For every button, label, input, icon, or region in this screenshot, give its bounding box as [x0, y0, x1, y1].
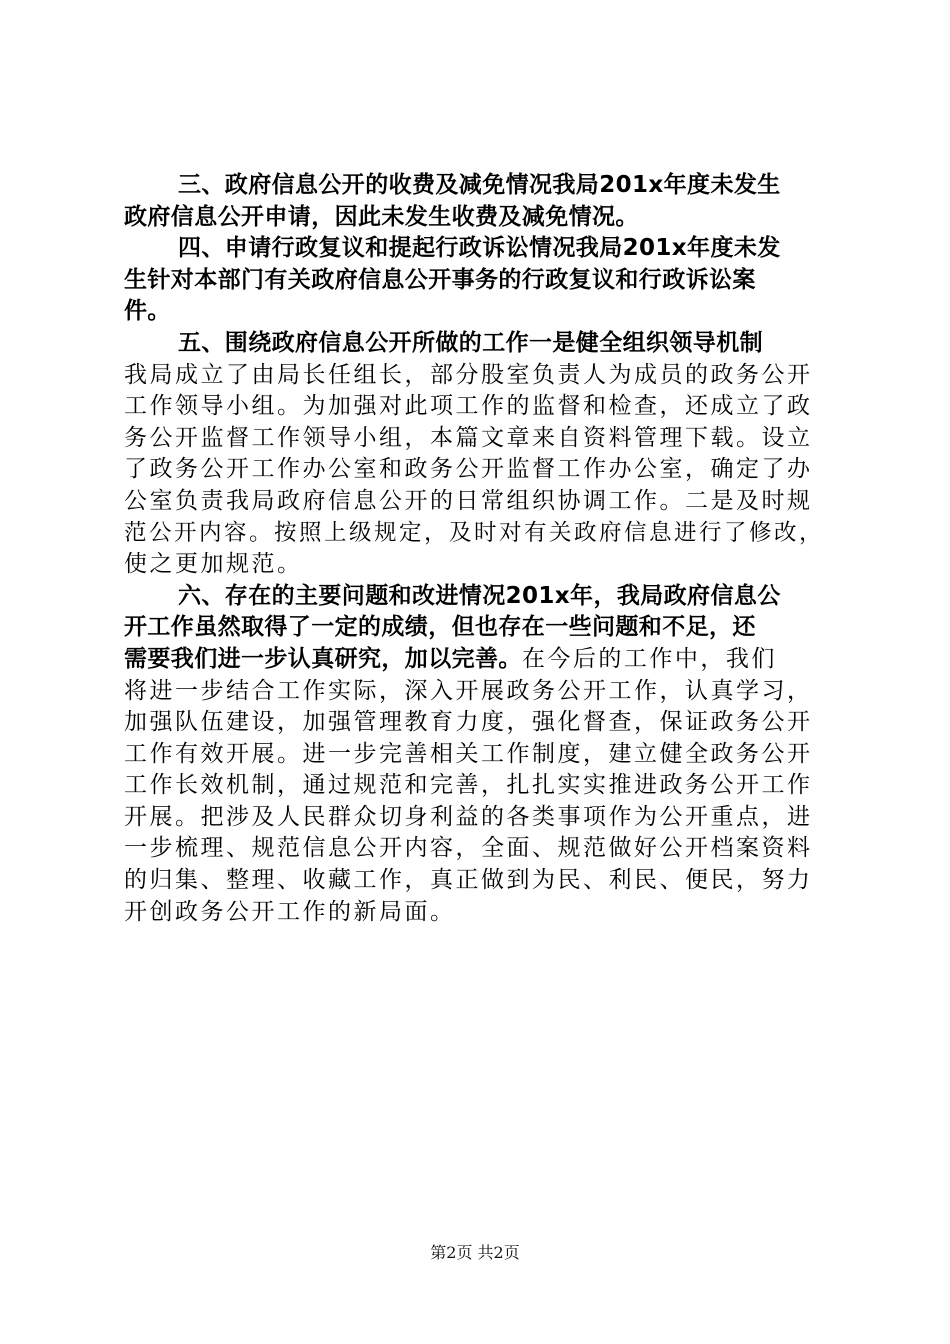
paragraph-5-line-2: 我局成立了由局长任组长，部分股室负责人为成员的政务公开: [124, 361, 813, 388]
paragraph-5-line-4: 务公开监督工作领导小组，本篇文章来自资料管理下载。设立: [124, 424, 813, 451]
paragraph-6-line-9: 一步梳理、规范信息公开内容，全面、规范做好公开档案资料: [124, 835, 813, 862]
paragraph-6-line-7: 工作长效机制，通过规范和完善，扎扎实实推进政务公开工作: [124, 772, 813, 799]
paragraph-6-line-1: 六、存在的主要问题和改进情况201x年，我局政府信息公: [178, 582, 781, 609]
paragraph-4-line-3: 件。: [124, 298, 171, 325]
document-body: [124, 170, 836, 928]
paragraph-5-line-3: 工作领导小组。为加强对此项工作的监督和检查，还成立了政: [124, 393, 813, 420]
paragraph-6-line-5: 加强队伍建设，加强管理教育力度，强化督查，保证政务公开: [124, 709, 813, 736]
paragraph-6-line-3-regular: 在今后的工作中，我们: [521, 645, 777, 672]
paragraph-3-line-2: 政府信息公开申请，因此未发生收费及减免情况。: [124, 203, 639, 230]
paragraph-6-line-4: 将进一步结合工作实际，深入开展政务公开工作，认真学习，: [124, 677, 813, 704]
paragraph-6-line-6: 工作有效开展。进一步完善相关工作制度，建立健全政务公开: [124, 740, 813, 767]
paragraph-3-line-1: 三、政府信息公开的收费及减免情况我局201x年度未发生: [178, 172, 781, 198]
paragraph-6-line-3-bold: 需要我们进一步认真研究，加以完善。: [124, 645, 522, 672]
page-number-footer: 第2页 共2页: [430, 1243, 520, 1262]
paragraph-4-line-1: 四、申请行政复议和提起行政诉讼情况我局201x年度未发: [178, 235, 781, 262]
paragraph-5-line-8: 使之更加规范。: [124, 551, 303, 578]
paragraph-6-line-2: 开工作虽然取得了一定的成绩，但也存在一些问题和不足，还: [124, 614, 756, 641]
paragraph-4-line-2: 生针对本部门有关政府信息公开事务的行政复议和行政诉讼案: [124, 266, 756, 293]
paragraph-5-line-7: 范公开内容。按照上级规定，及时对有关政府信息进行了修改，: [124, 519, 825, 546]
paragraph-6-line-10: 的归集、整理、收藏工作，真正做到为民、利民、便民，努力: [124, 867, 813, 894]
paragraph-5-line-6: 公室负责我局政府信息公开的日常组织协调工作。二是及时规: [124, 487, 813, 514]
paragraph-6-line-3: [124, 644, 836, 676]
paragraph-6-line-8: 开展。把涉及人民群众切身利益的各类事项作为公开重点，进: [124, 803, 813, 830]
paragraph-6-line-11: 开创政务公开工作的新局面。: [124, 898, 456, 925]
paragraph-5-line-1: 五、围绕政府信息公开所做的工作一是健全组织领导机制: [178, 329, 763, 356]
paragraph-5-line-5: 了政务公开工作办公室和政务公开监督工作办公室，确定了办: [124, 456, 813, 483]
